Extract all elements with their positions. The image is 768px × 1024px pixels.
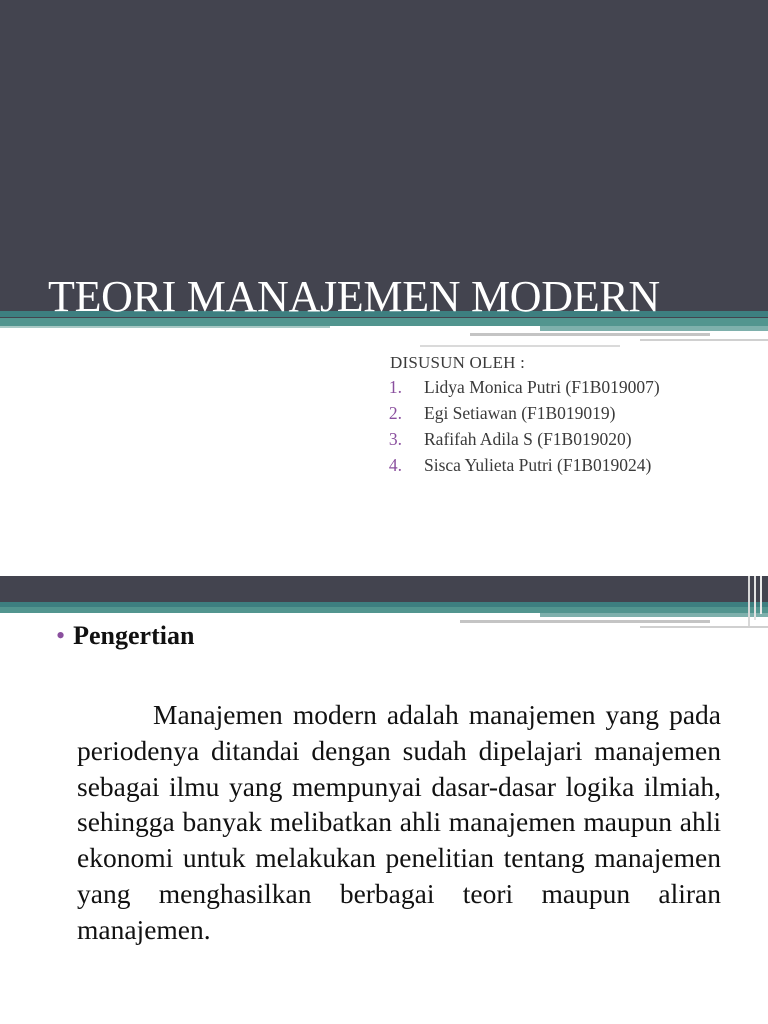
accent-stripe xyxy=(420,345,620,347)
accent-stripe xyxy=(470,333,710,336)
author-number: 3. xyxy=(388,429,402,449)
accent-stripe xyxy=(0,326,330,328)
author-number: 1. xyxy=(388,377,402,397)
bullet-icon: • xyxy=(56,621,66,650)
author-item xyxy=(388,374,660,400)
author-number: 2. xyxy=(388,403,402,423)
header-band xyxy=(0,576,768,602)
accent-stripe xyxy=(540,613,768,617)
accent-stripe xyxy=(760,576,762,614)
accent-stripe xyxy=(748,576,750,626)
author-item xyxy=(388,400,616,426)
accent-stripe xyxy=(754,576,756,620)
accent-stripe xyxy=(540,326,768,331)
content-slide xyxy=(0,576,768,1024)
section-heading xyxy=(56,620,194,652)
authors-heading: DISUSUN OLEH : xyxy=(390,353,526,372)
accent-stripe xyxy=(640,339,768,341)
author-item xyxy=(388,452,652,478)
author-name: Lidya Monica Putri (F1B019007) xyxy=(424,377,660,397)
accent-stripe xyxy=(460,620,710,623)
author-item xyxy=(388,426,632,452)
author-name: Sisca Yulieta Putri (F1B019024) xyxy=(424,455,652,475)
heading-text: Pengertian xyxy=(73,621,195,650)
author-list xyxy=(388,352,660,478)
author-number: 4. xyxy=(388,455,402,475)
slide-title: TEORI MANAJEMEN MODERN xyxy=(48,272,660,321)
author-name: Rafifah Adila S (F1B019020) xyxy=(424,429,632,449)
title-band xyxy=(0,0,768,318)
accent-stripe xyxy=(640,626,768,628)
author-name: Egi Setiawan (F1B019019) xyxy=(424,403,616,423)
definition-paragraph: Manajemen modern adalah manajemen yang pada periodenya ditandai dengan sudah dipelajari manajemen sebagai ilmu yang mempunyai dasar-dasar logika ilmiah, sehingga banyak melibatkan ahli manajemen maupun ahli ekonomi untuk melakukan penelitian tentang manajemen yang menghasilkan berbagai teori maupun aliran manajemen. xyxy=(77,699,721,945)
